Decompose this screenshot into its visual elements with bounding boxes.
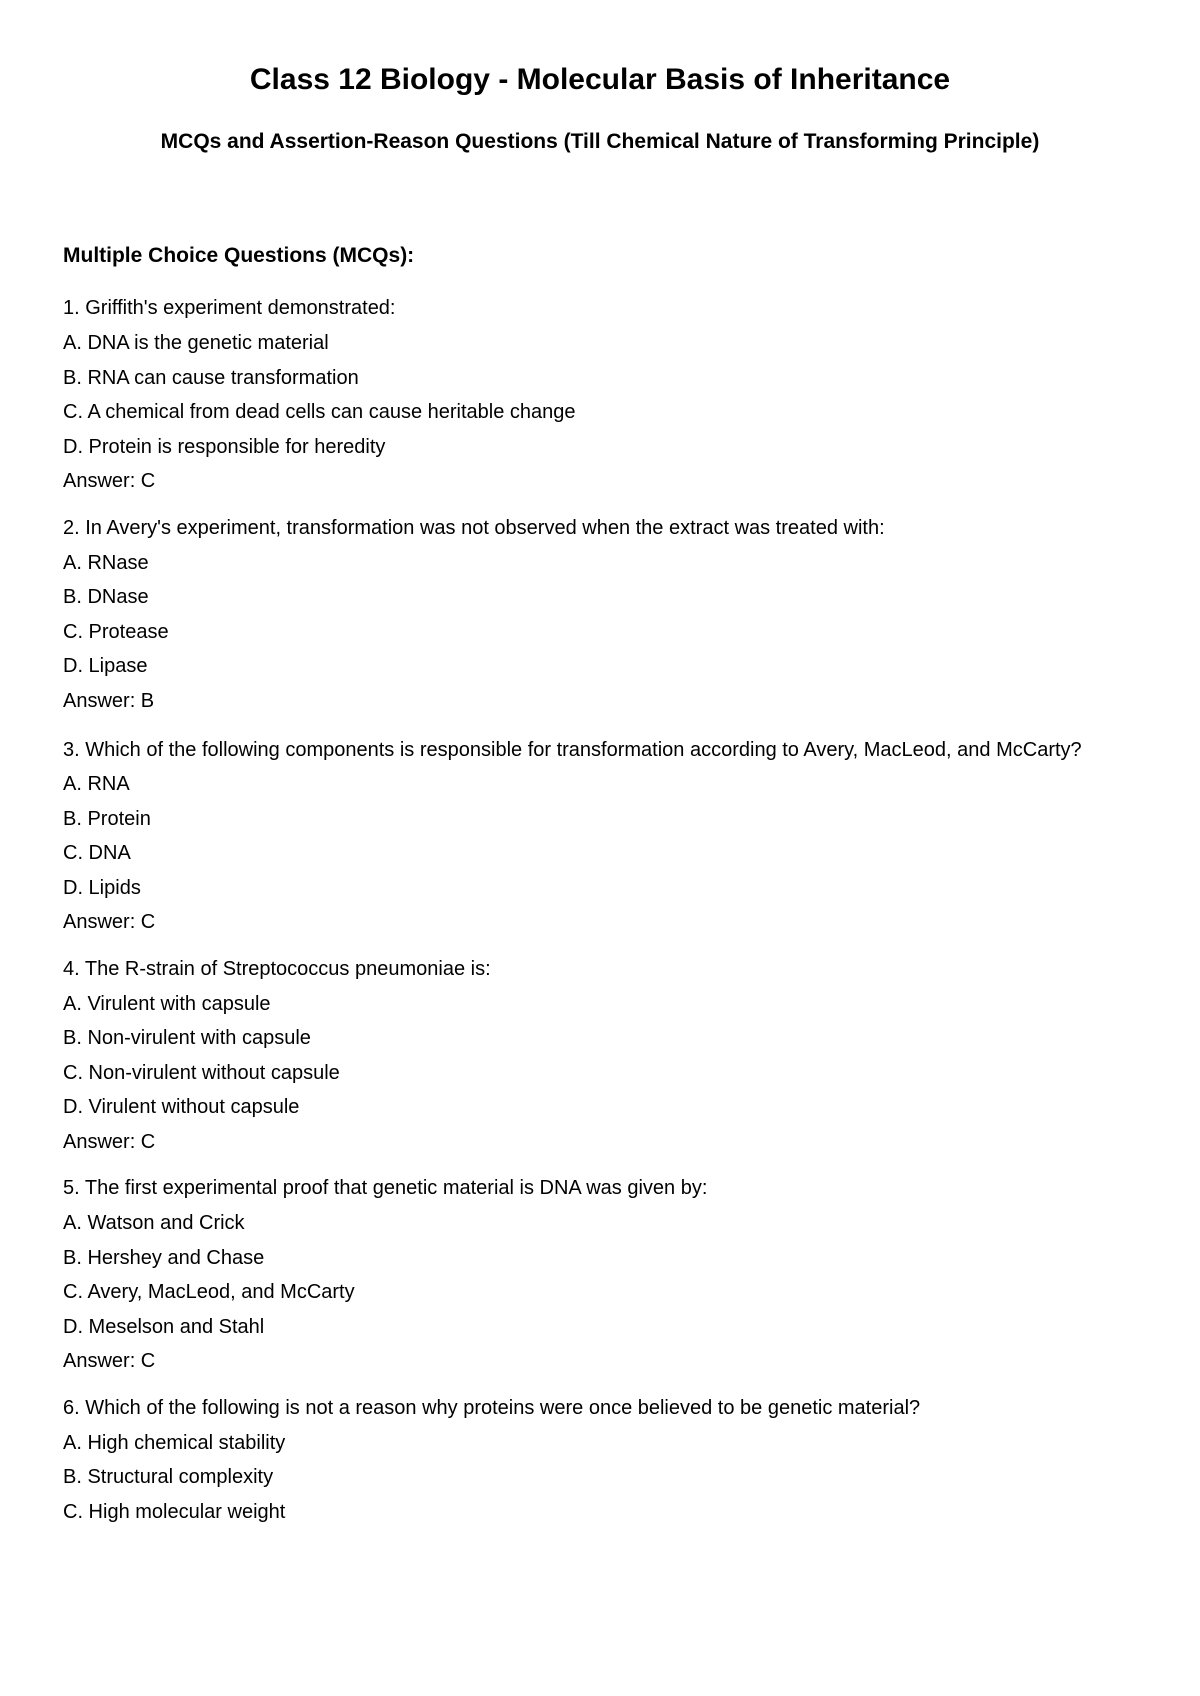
question-option: A. High chemical stability <box>63 1431 286 1454</box>
question-option: C. A chemical from dead cells can cause heritable change <box>63 401 576 423</box>
question-option: C. Avery, MacLeod, and McCarty <box>63 1281 355 1303</box>
question-option: B. Hershey and Chase <box>63 1246 265 1269</box>
question-3 <box>63 730 1143 940</box>
question-4 <box>63 952 1143 1160</box>
question-5 <box>63 1171 1143 1379</box>
document-content <box>63 243 1143 1541</box>
question-option: A. Virulent with capsule <box>63 992 271 1015</box>
question-option: B. Non-virulent with capsule <box>63 1027 311 1049</box>
question-option: D. Lipids <box>63 876 141 899</box>
question-option: C. Non-virulent without capsule <box>63 1061 340 1084</box>
question-option: B. DNase <box>63 586 149 608</box>
question-stem: 5. The first experimental proof that genetic material is DNA was given by: <box>63 1177 708 1199</box>
document-title: Class 12 Biology - Molecular Basis of Inheritance <box>249 63 951 96</box>
question-option: B. RNA can cause transformation <box>63 366 359 389</box>
question-answer: Answer: C <box>63 1130 156 1153</box>
question-option: A. RNA <box>63 773 130 795</box>
question-option: D. Virulent without capsule <box>63 1096 300 1118</box>
question-option: A. RNase <box>63 551 149 574</box>
question-2 <box>63 511 1143 719</box>
question-option: D. Meselson and Stahl <box>63 1315 265 1338</box>
question-answer: Answer: C <box>63 1350 156 1372</box>
question-option: D. Lipase <box>63 655 148 677</box>
question-option: A. Watson and Crick <box>63 1212 245 1234</box>
question-stem: 4. The R-strain of Streptococcus pneumoniae is: <box>63 957 491 980</box>
question-stem: 2. In Avery's experiment, transformation was not observed when the extract was treated with: <box>63 516 885 539</box>
section-heading-mcqs: Multiple Choice Questions (MCQs): <box>63 244 415 267</box>
question-option: A. DNA is the genetic material <box>63 332 329 354</box>
question-option: C. DNA <box>63 842 131 864</box>
question-6 <box>63 1391 1143 1530</box>
question-option: B. Structural complexity <box>63 1466 274 1488</box>
question-stem: 6. Which of the following is not a reason why proteins were once believed to be genetic material? <box>63 1396 921 1419</box>
question-answer: Answer: B <box>63 689 155 712</box>
question-option: C. Protease <box>63 620 169 643</box>
question-stem: 3. Which of the following components is responsible for transformation according to Avery, MacLeod, and McCarty? <box>63 739 1082 761</box>
question-1 <box>63 291 1143 499</box>
question-answer: Answer: C <box>63 470 156 492</box>
question-option: C. High molecular weight <box>63 1500 286 1523</box>
question-option: B. Protein <box>63 807 151 830</box>
question-option: D. Protein is responsible for heredity <box>63 435 386 458</box>
document-subtitle: MCQs and Assertion-Reason Questions (Till Chemical Nature of Transforming Principle) <box>160 130 1040 153</box>
question-answer: Answer: C <box>63 911 156 933</box>
question-stem: 1. Griffith's experiment demonstrated: <box>63 297 396 319</box>
